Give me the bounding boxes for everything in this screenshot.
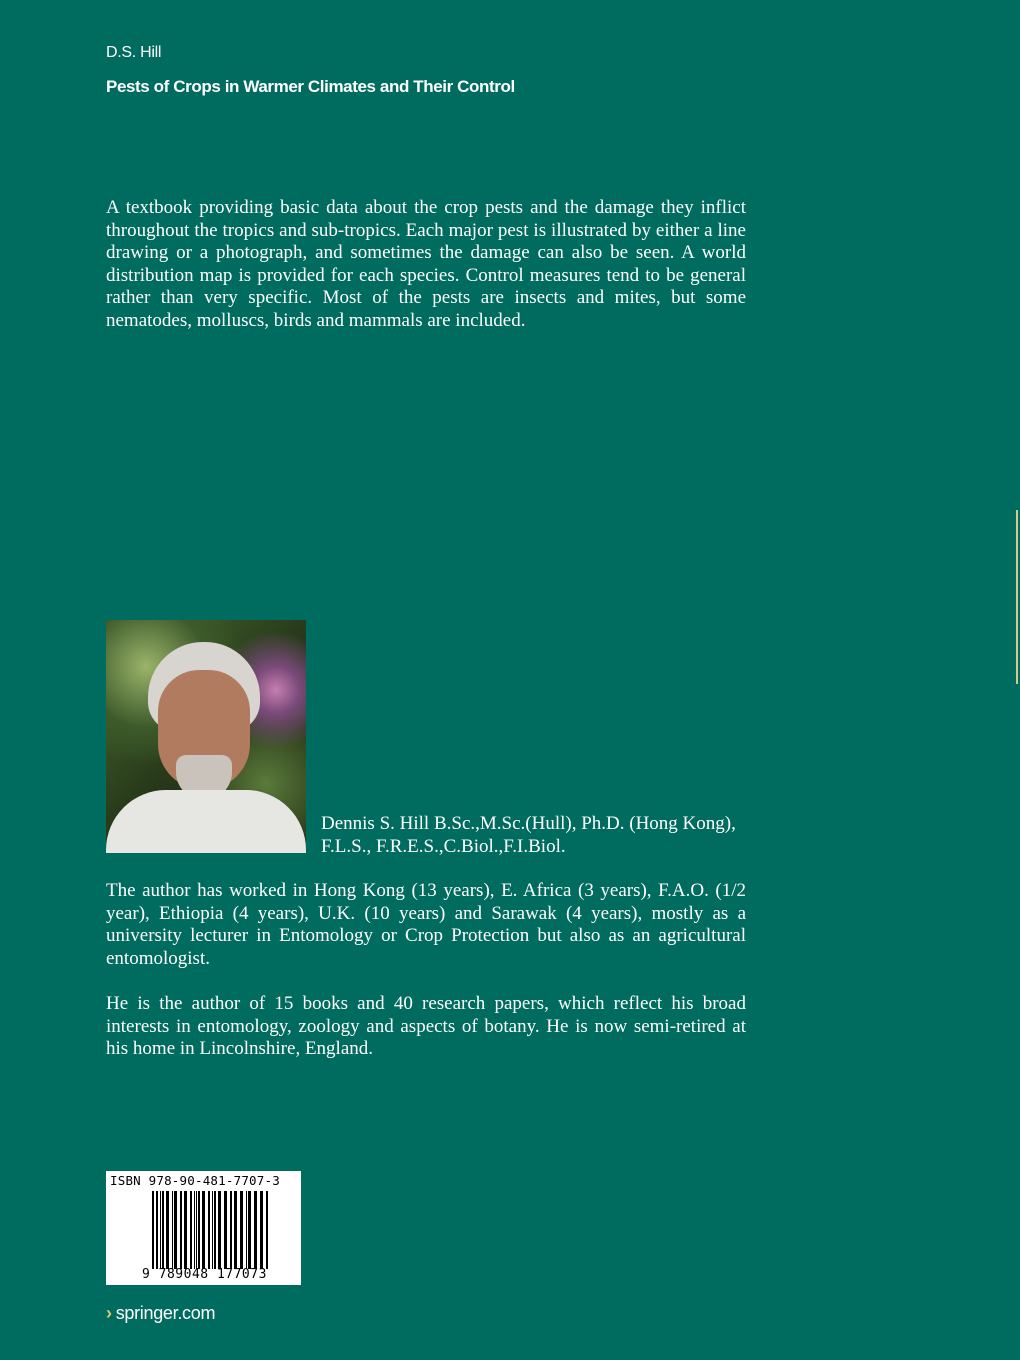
book-title: Pests of Crops in Warmer Climates and Their Control — [106, 77, 515, 96]
book-description: A textbook providing basic data about the crop pests and the damage they inflict throughout the tropics and sub-tropics. Each major pest is illustrated by either a line drawing or a photograph, and sometimes the damage can also be seen. A world distribution map is provided for each species. Control measures tend to be general rather than very specific. Most of the pests are insects and mites, but some nematodes, molluscs, birds and mammals are included. — [106, 197, 746, 331]
author-bio-paragraph-1: The author has worked in Hong Kong (13 years), E. Africa (3 years), F.A.O. (1/2 year), Ethiopia (4 years), U.K. (10 years) and Sarawak (4 years), mostly as a university lecturer in Entomology or Crop Protection but also as an agricultural entomologist. — [106, 880, 746, 969]
isbn-text: ISBN 978-90-481-7707-3 — [110, 1173, 280, 1188]
publisher-link-text[interactable]: springer.com — [115, 1303, 216, 1323]
author-bio-paragraph-2: He is the author of 15 books and 40 research papers, which reflect his broad interests in entomology, zoology and aspects of botany. He is now semi-retired at his home in Lincolnshire, England. — [106, 993, 746, 1060]
author-name: D.S. Hill — [106, 44, 162, 61]
barcode-bars — [152, 1191, 272, 1269]
spine-edge — [1016, 510, 1018, 684]
author-photo — [106, 620, 306, 853]
isbn-barcode — [106, 1171, 301, 1285]
chevron-right-icon: › — [106, 1303, 112, 1323]
publisher-link[interactable] — [106, 1303, 215, 1324]
ean-number: 9 789048 177073 — [142, 1267, 267, 1282]
author-credentials: Dennis S. Hill B.Sc.,M.Sc.(Hull), Ph.D. (Hong Kong), F.L.S., F.R.E.S.,C.Biol.,F.I.Biol. — [321, 813, 736, 857]
